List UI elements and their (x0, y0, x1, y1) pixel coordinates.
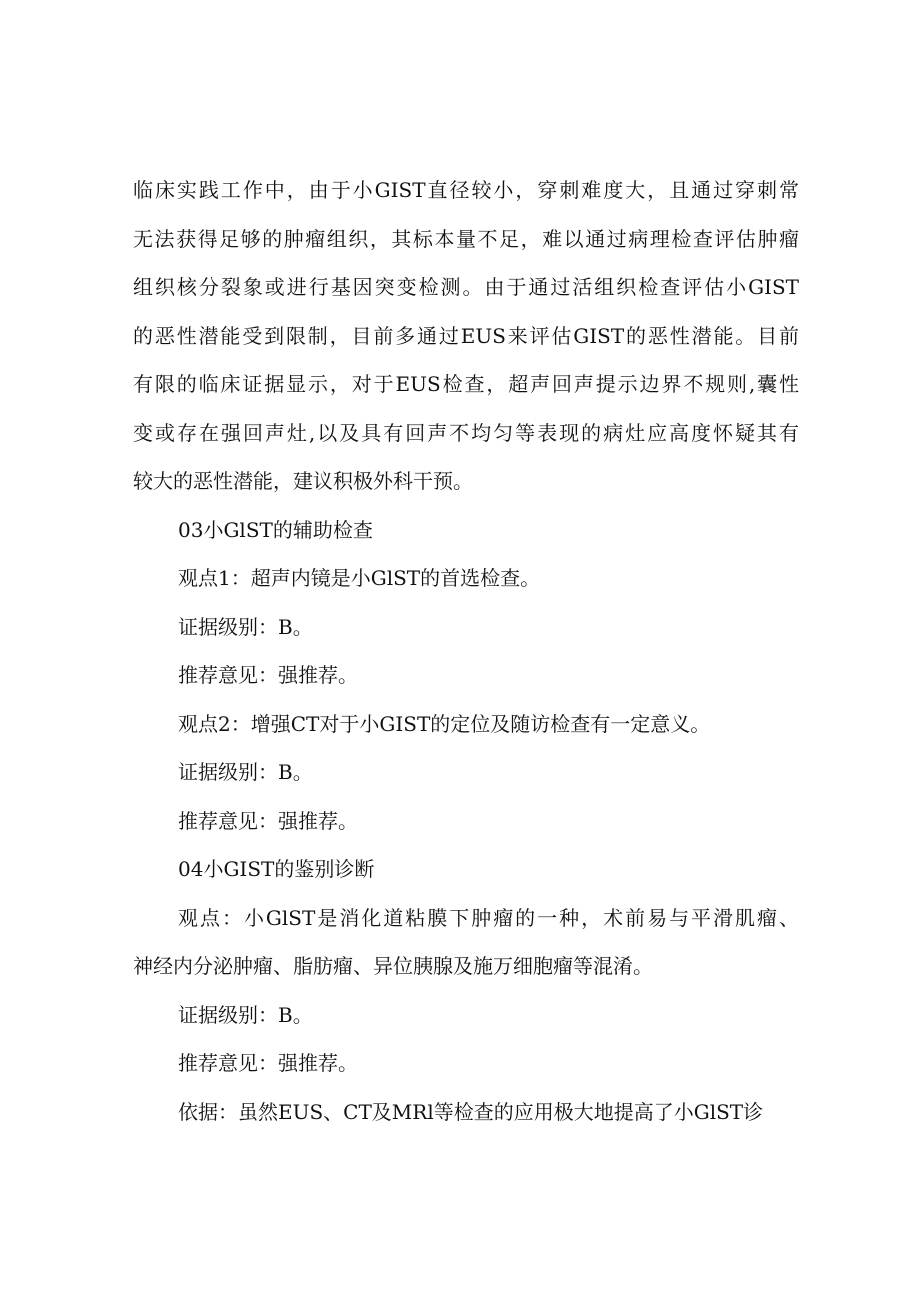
section-03-recommendation-1: 推荐意见：强推荐。 (178, 663, 358, 687)
section-03-view-2: 观点2：增强CT对于小GIST的定位及随访检查有一定意义。 (178, 711, 711, 736)
section-04-heading: 04小GIST的鉴别诊断 (178, 857, 375, 881)
document-body (133, 166, 799, 1136)
intro-line-2: 无法获得足够的肿瘤组织，其标本量不足，难以通过病理检查评估肿瘤 (133, 226, 799, 251)
intro-line-1: 临床实践工作中，由于小GIST直径较小，穿刺难度大，且通过穿刺常 (133, 178, 799, 202)
section-04-recommendation: 推荐意见：强推荐。 (178, 1051, 358, 1075)
section-03-evidence-1: 证据级别：B。 (178, 614, 313, 639)
intro-line-4: 的恶性潜能受到限制，目前多通过EUS来评估GIST的恶性潜能。目前 (133, 323, 799, 348)
section-04-basis: 依据：虽然EUS、CT及MRl等检查的应用极大地提高了小GlST诊 (178, 1099, 764, 1124)
intro-paragraph (133, 166, 799, 506)
section-03-recommendation-2: 推荐意见：强推荐。 (178, 808, 358, 833)
section-03-evidence-2: 证据级别：B。 (178, 760, 313, 784)
section-03-view-1: 观点1：超声内镜是小GlST的首选检查。 (178, 566, 541, 590)
section-03-heading: 03小GlST的辅助检查 (178, 517, 373, 542)
section-04-view (133, 894, 799, 991)
intro-line-6: 变或存在强回声灶,以及具有回声不均匀等表现的病灶应高度怀疑其有 (133, 420, 799, 445)
intro-line-5: 有限的临床证据显示，对于EUS检查，超声回声提示边界不规则,囊性 (133, 372, 799, 396)
section-04-view-line-1: 观点：小GlST是消化道粘膜下肿瘤的一种，术前易与平滑肌瘤、 (178, 905, 799, 930)
section-04-view-line-2: 神经内分泌肿瘤、脂肪瘤、异位胰腺及施万细胞瘤等混淆。 (133, 954, 653, 978)
intro-line-7: 较大的恶性潜能，建议积极外科干预。 (133, 469, 473, 493)
intro-line-3: 组织核分裂象或进行基因突变检测。由于通过活组织检查评估小GIST (133, 275, 799, 299)
section-04-evidence: 证据级别：B。 (178, 1002, 313, 1027)
